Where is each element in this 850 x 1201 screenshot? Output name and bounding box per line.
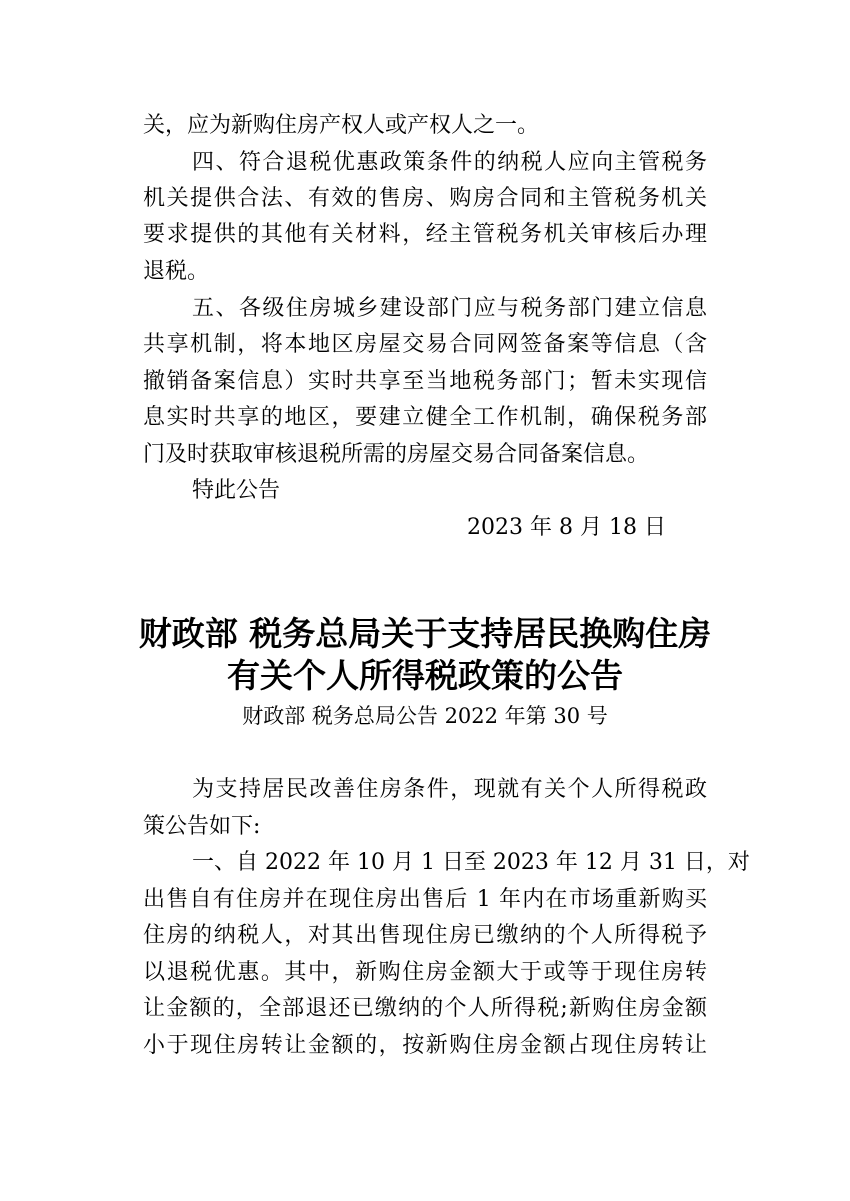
document-title-line-1: 财政部 税务总局关于支持居民换购住房 [138,614,712,653]
paragraph-line: 共享机制，将本地区房屋交易合同网签备案等信息（含 [143,332,707,357]
paragraph-line: 门及时获取审核退税所需的房屋交易合同备案信息。 [143,442,650,467]
announcement-date: 2023 年 8 月 18 日 [467,515,666,540]
paragraph-line: 以退税优惠。其中，新购住房金额大于或等于现住房转 [143,960,707,985]
paragraph-line: 让金额的，全部退还已缴纳的个人所得税;新购住房金额 [143,996,707,1021]
paragraph-line: 住房的纳税人，对其出售现住房已缴纳的个人所得税予 [143,923,707,948]
paragraph-line: 五、各级住房城乡建设部门应与税务部门建立信息 [192,296,707,321]
closing-line: 特此公告 [192,478,281,503]
paragraph-line: 出售自有住房并在现住房出售后 1 年内在市场重新购买 [143,887,707,912]
document-number: 财政部 税务总局公告 2022 年第 30 号 [242,704,608,728]
paragraph-line: 关，应为新购住房产权人或产权人之一。 [143,113,540,138]
document-title-line-2: 有关个人所得税政策的公告 [227,656,623,695]
paragraph-line: 一、自 2022 年 10 月 1 日至 2023 年 12 月 31 日，对 [192,850,750,875]
paragraph-line: 机关提供合法、有效的售房、购房合同和主管税务机关 [143,186,707,211]
paragraph-line: 撤销备案信息）实时共享至当地税务部门；暂未实现信 [143,369,707,394]
paragraph-line: 为支持居民改善住房条件，现就有关个人所得税政 [192,777,707,802]
paragraph-line: 息实时共享的地区，要建立健全工作机制，确保税务部 [143,405,707,430]
paragraph-line: 要求提供的其他有关材料，经主管税务机关审核后办理 [143,222,707,247]
paragraph-line: 四、符合退税优惠政策条件的纳税人应向主管税务 [192,150,707,175]
paragraph-line: 退税。 [143,259,210,284]
paragraph-line: 小于现住房转让金额的，按新购住房金额占现住房转让 [143,1033,707,1058]
paragraph-line: 策公告如下: [143,814,261,839]
